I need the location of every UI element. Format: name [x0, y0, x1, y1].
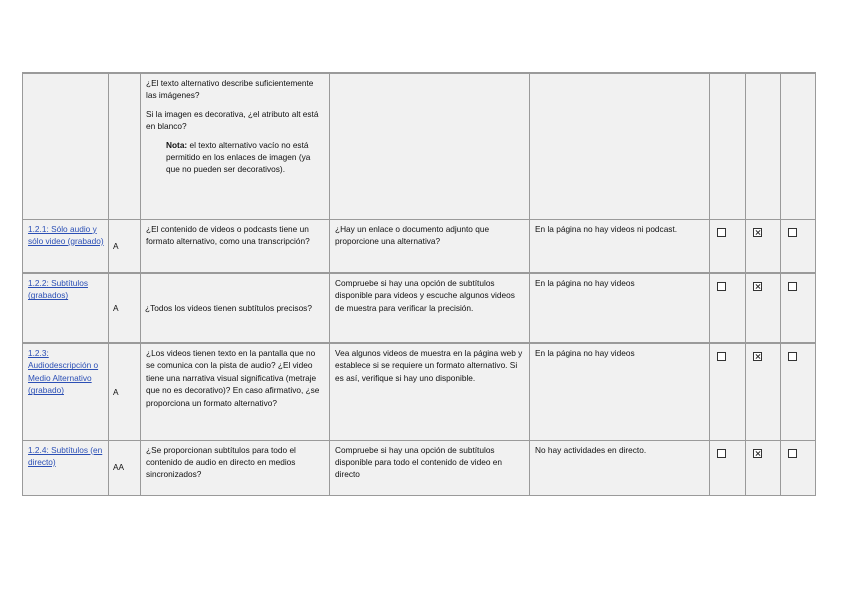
question-cell: ¿El contenido de videos o podcasts tiene un formato alternativo, como una transcripción?: [141, 219, 330, 273]
note-label: Nota:: [166, 139, 188, 150]
check-cell: [710, 343, 746, 440]
criterion-link[interactable]: 1.2.3: Audiodescripción o Medio Alternativo (grabado): [28, 348, 99, 396]
criterion-link[interactable]: 1.2.2: Subtítulos (grabados): [28, 278, 88, 301]
level-cell: AA: [109, 440, 141, 495]
criterion-link[interactable]: 1.2.1: Sólo audio y sólo video (grabado): [28, 223, 104, 246]
checkbox[interactable]: [788, 228, 797, 237]
criterion-cell: [23, 343, 109, 440]
method-cell: Vea algunos videos de muestra en la página web y establece si se requiere un formato alternativo. Si es así, verifique si hay uno disponible.: [330, 343, 530, 440]
criterion-link[interactable]: 1.2.4: Subtítulos (en directo): [28, 444, 103, 467]
criterion-cell: [23, 219, 109, 273]
level-cell: A: [109, 343, 141, 440]
method-cell: Compruebe si hay una opción de subtítulos disponible para videos y escuche algunos videos de muestra para verificar la precisión.: [330, 273, 530, 343]
checkbox[interactable]: [717, 282, 726, 291]
check-cell: [710, 219, 746, 273]
result-cell: No hay actividades en directo.: [530, 440, 710, 495]
table-row: [23, 343, 816, 440]
check-cell: [781, 440, 816, 495]
note-text: [166, 139, 325, 176]
check-cell: [781, 343, 816, 440]
checkbox-checked[interactable]: [753, 282, 762, 291]
accessibility-checklist-table: [22, 72, 816, 496]
method-cell: ¿Hay un enlace o documento adjunto que proporcione una alternativa?: [330, 219, 530, 273]
checkbox-checked[interactable]: [753, 449, 762, 458]
check-cell: [746, 440, 781, 495]
question-text: ¿El texto alternativo describe suficientemente las imágenes?: [146, 78, 314, 101]
checkbox[interactable]: [717, 449, 726, 458]
question-text: Si la imagen es decorativa, ¿el atributo alt está en blanco?: [146, 108, 319, 132]
question-cell: [141, 73, 330, 219]
check-cell: [781, 273, 816, 343]
question-cell: ¿Los videos tienen texto en la pantalla que no se comunica con la pista de audio? ¿El video tiene una narrativa visual significativa (metraje que no es decorativo)? En caso afirmativo, ¿se proporciona un formato alternativo?: [141, 343, 330, 440]
checkbox-checked[interactable]: [753, 228, 762, 237]
check-cell: [781, 219, 816, 273]
check-cell: [710, 273, 746, 343]
table-row: [23, 273, 816, 343]
method-cell: Compruebe si hay una opción de subtítulos disponible para todo el contenido de video en directo: [330, 440, 530, 495]
level-cell: [109, 73, 141, 219]
criterion-cell: [23, 73, 109, 219]
checkbox[interactable]: [717, 228, 726, 237]
method-cell: [330, 73, 530, 219]
checkbox-checked[interactable]: [753, 352, 762, 361]
result-cell: En la página no hay videos: [530, 343, 710, 440]
table-row: [23, 440, 816, 495]
question-cell: ¿Se proporcionan subtítulos para todo el contenido de audio en directo en medios sincronizados?: [141, 440, 330, 495]
checkbox[interactable]: [788, 282, 797, 291]
criterion-cell: [23, 440, 109, 495]
checkbox[interactable]: [788, 352, 797, 361]
level-cell: A: [109, 273, 141, 343]
checkbox[interactable]: [717, 352, 726, 361]
checkbox[interactable]: [788, 449, 797, 458]
check-cell: [746, 343, 781, 440]
question-cell: ¿Todos los videos tienen subtítulos precisos?: [141, 273, 330, 343]
check-cell: [710, 73, 746, 219]
check-cell: [746, 73, 781, 219]
table-row: [23, 73, 816, 219]
result-cell: En la página no hay videos: [530, 273, 710, 343]
check-cell: [746, 219, 781, 273]
table-row: [23, 219, 816, 273]
note-body: el texto alternativo vacío no está permitido en los enlaces de imagen (ya que no pueden ser decorativos).: [166, 139, 311, 175]
result-cell: En la página no hay videos ni podcast.: [530, 219, 710, 273]
check-cell: [781, 73, 816, 219]
level-cell: A: [109, 219, 141, 273]
result-cell: [530, 73, 710, 219]
check-cell: [746, 273, 781, 343]
check-cell: [710, 440, 746, 495]
criterion-cell: [23, 273, 109, 343]
